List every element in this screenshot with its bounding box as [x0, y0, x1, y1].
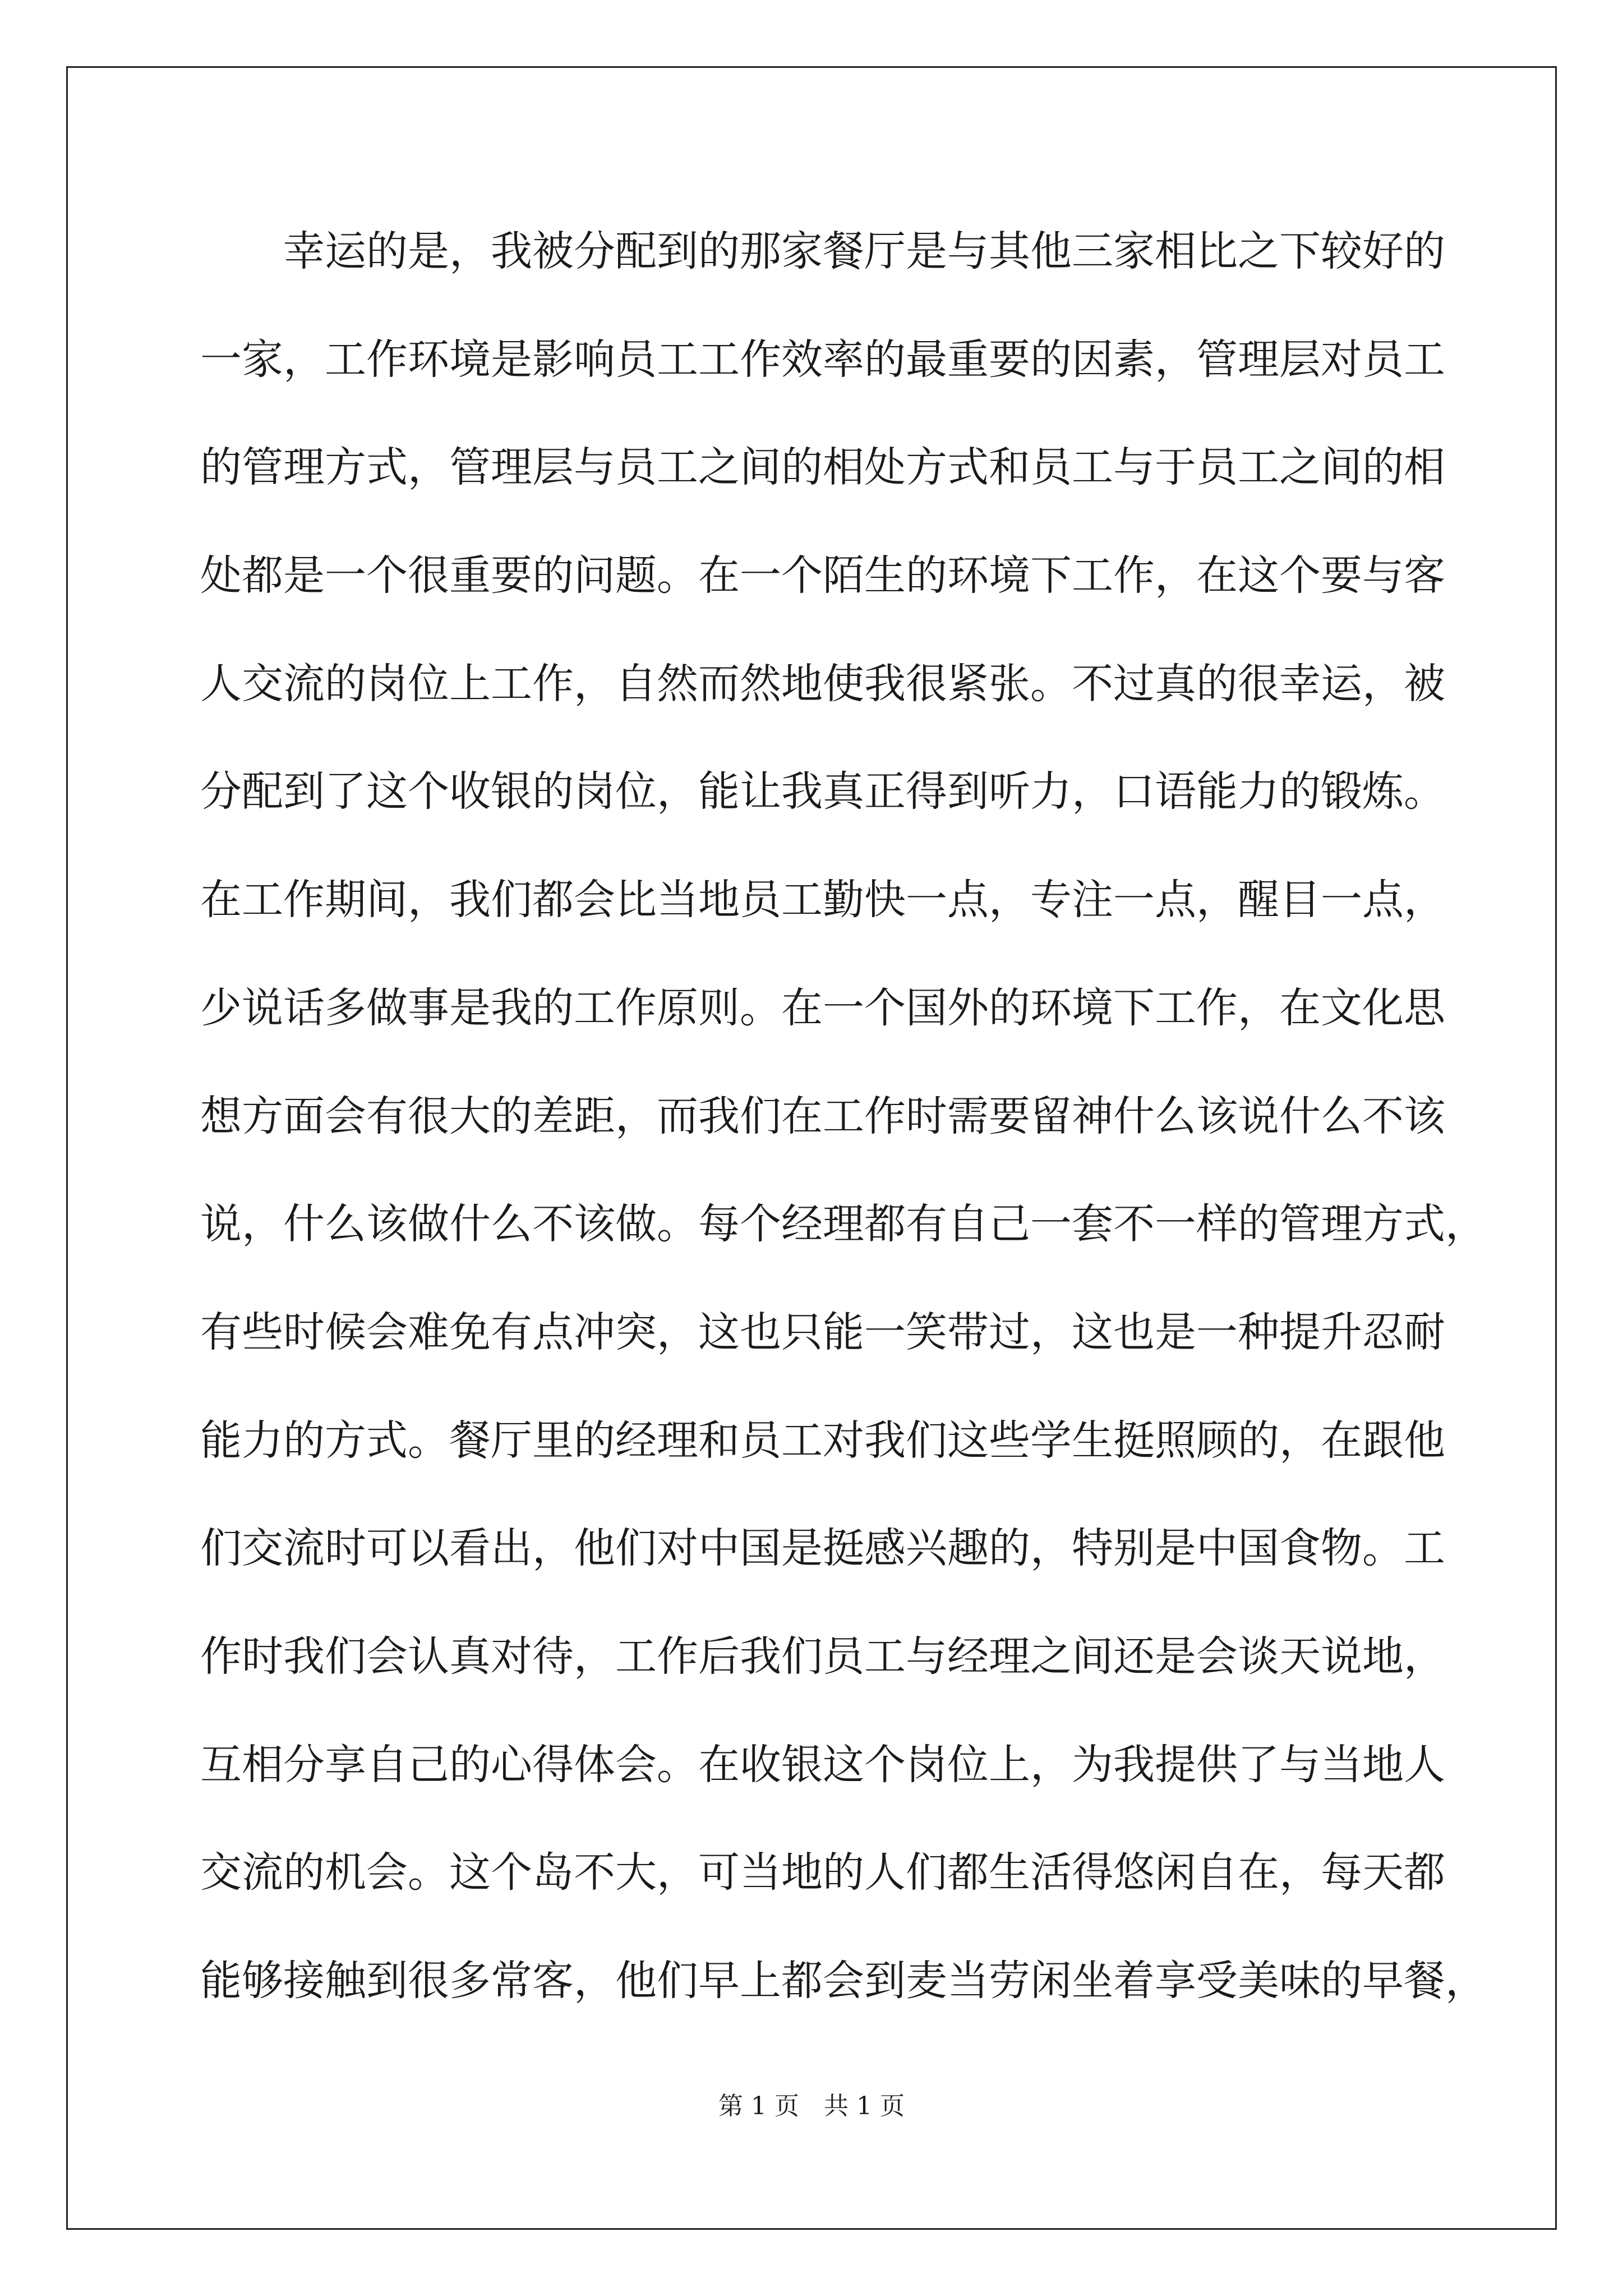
text-line: 一家，工作环境是影响员工工作效率的最重要的因素，管理层对员工	[200, 335, 1445, 384]
text-line: 能力的方式。餐厅里的经理和员工对我们这些学生挺照顾的，在跟他	[200, 1416, 1445, 1465]
text-line: 有些时候会难免有点冲突，这也只能一笑带过，这也是一种提升忍耐	[200, 1308, 1445, 1356]
page-footer: 第 1 页 共 1 页	[718, 2092, 905, 2120]
text-line: 说，什么该做什么不该做。每个经理都有自己一套不一样的管理方式，	[200, 1200, 1487, 1249]
text-line: 分配到了这个收银的岗位，能让我真正得到听力，口语能力的锻炼。	[200, 767, 1445, 816]
body-text	[200, 218, 1487, 2055]
text-line: 的管理方式，管理层与员工之间的相处方式和员工与于员工之间的相	[200, 443, 1445, 492]
text-line: 能够接触到很多常客，他们早上都会到麦当劳闲坐着享受美味的早餐，	[200, 1957, 1487, 2005]
text-line: 想方面会有很大的差距，而我们在工作时需要留神什么该说什么不该	[200, 1092, 1445, 1140]
text-line: 交流的机会。这个岛不大，可当地的人们都生活得悠闲自在，每天都	[200, 1848, 1445, 1897]
text-line: 们交流时可以看出，他们对中国是挺感兴趣的，特别是中国食物。工	[200, 1524, 1445, 1573]
text-line: 幸运的是，我被分配到的那家餐厅是与其他三家相比之下较好的	[200, 227, 1445, 275]
text-line: 少说话多做事是我的工作原则。在一个国外的环境下工作，在文化思	[200, 983, 1445, 1032]
text-line: 作时我们会认真对待，工作后我们员工与经理之间还是会谈天说地，	[200, 1632, 1445, 1681]
text-line: 在工作期间，我们都会比当地员工勤快一点，专注一点，醒目一点，	[200, 876, 1445, 924]
text-line: 处都是一个很重要的问题。在一个陌生的环境下工作，在这个要与客	[200, 551, 1445, 600]
text-line: 互相分享自己的心得体会。在收银这个岗位上，为我提供了与当地人	[200, 1740, 1445, 1789]
text-line: 人交流的岗位上工作，自然而然地使我很紧张。不过真的很幸运，被	[200, 659, 1445, 708]
